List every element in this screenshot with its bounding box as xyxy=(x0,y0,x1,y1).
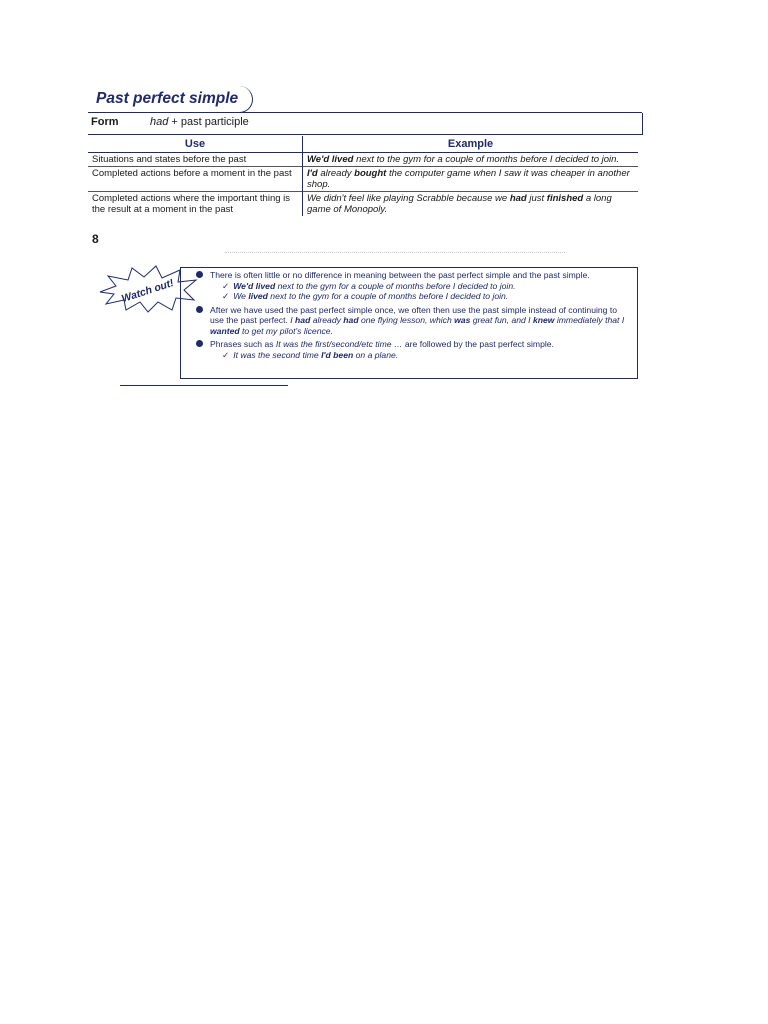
underline-rule xyxy=(120,385,288,386)
text-run: was xyxy=(454,315,471,325)
example-cell xyxy=(303,192,639,217)
bullet-text xyxy=(210,339,626,350)
text-run: just xyxy=(526,193,547,204)
bullet-dot-icon xyxy=(196,306,203,313)
text-run: had xyxy=(509,193,527,204)
text-run: great fun, and I xyxy=(470,315,533,325)
use-cell: Completed actions before a moment in the past xyxy=(88,167,303,192)
text-run: I xyxy=(290,315,296,325)
list-item xyxy=(196,339,626,360)
form-row xyxy=(88,113,643,135)
text-run: It was the second time xyxy=(233,349,322,360)
section-number: 8 xyxy=(92,232,99,246)
text-run: finished xyxy=(546,193,584,204)
check-icon: ✓ xyxy=(222,349,230,360)
text-run: I'd xyxy=(307,168,318,179)
list-item xyxy=(196,305,626,337)
form-label: Form xyxy=(91,116,119,128)
text-run: lived xyxy=(248,291,268,301)
text-run: We xyxy=(233,291,249,301)
example-line xyxy=(210,291,626,302)
table-row xyxy=(88,192,638,217)
use-example-table xyxy=(88,136,638,216)
example-line xyxy=(210,350,626,361)
example-cell xyxy=(303,167,639,192)
text-run: already xyxy=(317,168,355,179)
bullet-dot-icon xyxy=(196,340,203,347)
text-run: next to the gym for a couple of months before I decided to join. xyxy=(353,154,620,165)
form-value: had + past participle xyxy=(150,116,249,128)
text-run: After we have used the past perfect simple once, we often then use the past simple instead of continuing to use the past perfect. xyxy=(210,304,618,325)
header-use: Use xyxy=(88,136,303,153)
text-run: next to the gym for a couple of months before I decided to join. xyxy=(275,280,516,291)
text-run: wanted xyxy=(210,325,240,336)
header-example: Example xyxy=(303,136,639,153)
text-run: immediately that I xyxy=(554,315,625,325)
bullet-text: There is often little or no difference in meaning between the past perfect simple and the past simple. xyxy=(210,270,590,280)
text-run: knew xyxy=(532,315,555,325)
text-run: are followed by the past perfect simple. xyxy=(402,339,554,349)
text-run: It was the first/second/etc time … xyxy=(275,339,403,349)
text-run: We didn't feel like playing Scrabble because we xyxy=(307,193,510,204)
text-run: the computer game when I saw it was cheaper in another shop. xyxy=(307,168,630,190)
watch-out-label: Watch out! xyxy=(120,276,176,306)
example-line xyxy=(210,281,626,292)
text-run: bought xyxy=(354,168,387,179)
text-run: We'd lived xyxy=(307,154,354,165)
text-run: next to the gym for a couple of months before I decided to join. xyxy=(267,291,509,301)
text-run: had xyxy=(295,315,311,325)
text-run: already xyxy=(310,315,344,325)
text-run: had xyxy=(343,315,359,325)
list-item xyxy=(196,270,626,302)
example-cell xyxy=(303,153,639,167)
use-cell: Situations and states before the past xyxy=(88,153,303,167)
check-icon: ✓ xyxy=(222,291,230,301)
text-run: We'd lived xyxy=(233,280,276,291)
text-run: I'd been xyxy=(321,349,354,360)
use-cell: Completed actions where the important thing is the result at a moment in the past xyxy=(88,192,303,217)
text-run: a long game of Monopoly. xyxy=(307,193,612,215)
watch-out-list xyxy=(196,270,626,363)
section-title: Past perfect simple xyxy=(90,86,253,113)
bullet-dot-icon xyxy=(196,271,203,278)
table-row xyxy=(88,153,638,167)
text-run: one flying lesson, which xyxy=(358,315,455,325)
text-run: on a plane. xyxy=(353,349,399,360)
table-row xyxy=(88,167,638,192)
check-icon: ✓ xyxy=(222,280,230,291)
bullet-text xyxy=(210,305,626,337)
text-run: to get my pilot's licence. xyxy=(239,325,333,336)
faint-line xyxy=(225,252,565,253)
text-run: Phrases such as xyxy=(210,339,276,349)
